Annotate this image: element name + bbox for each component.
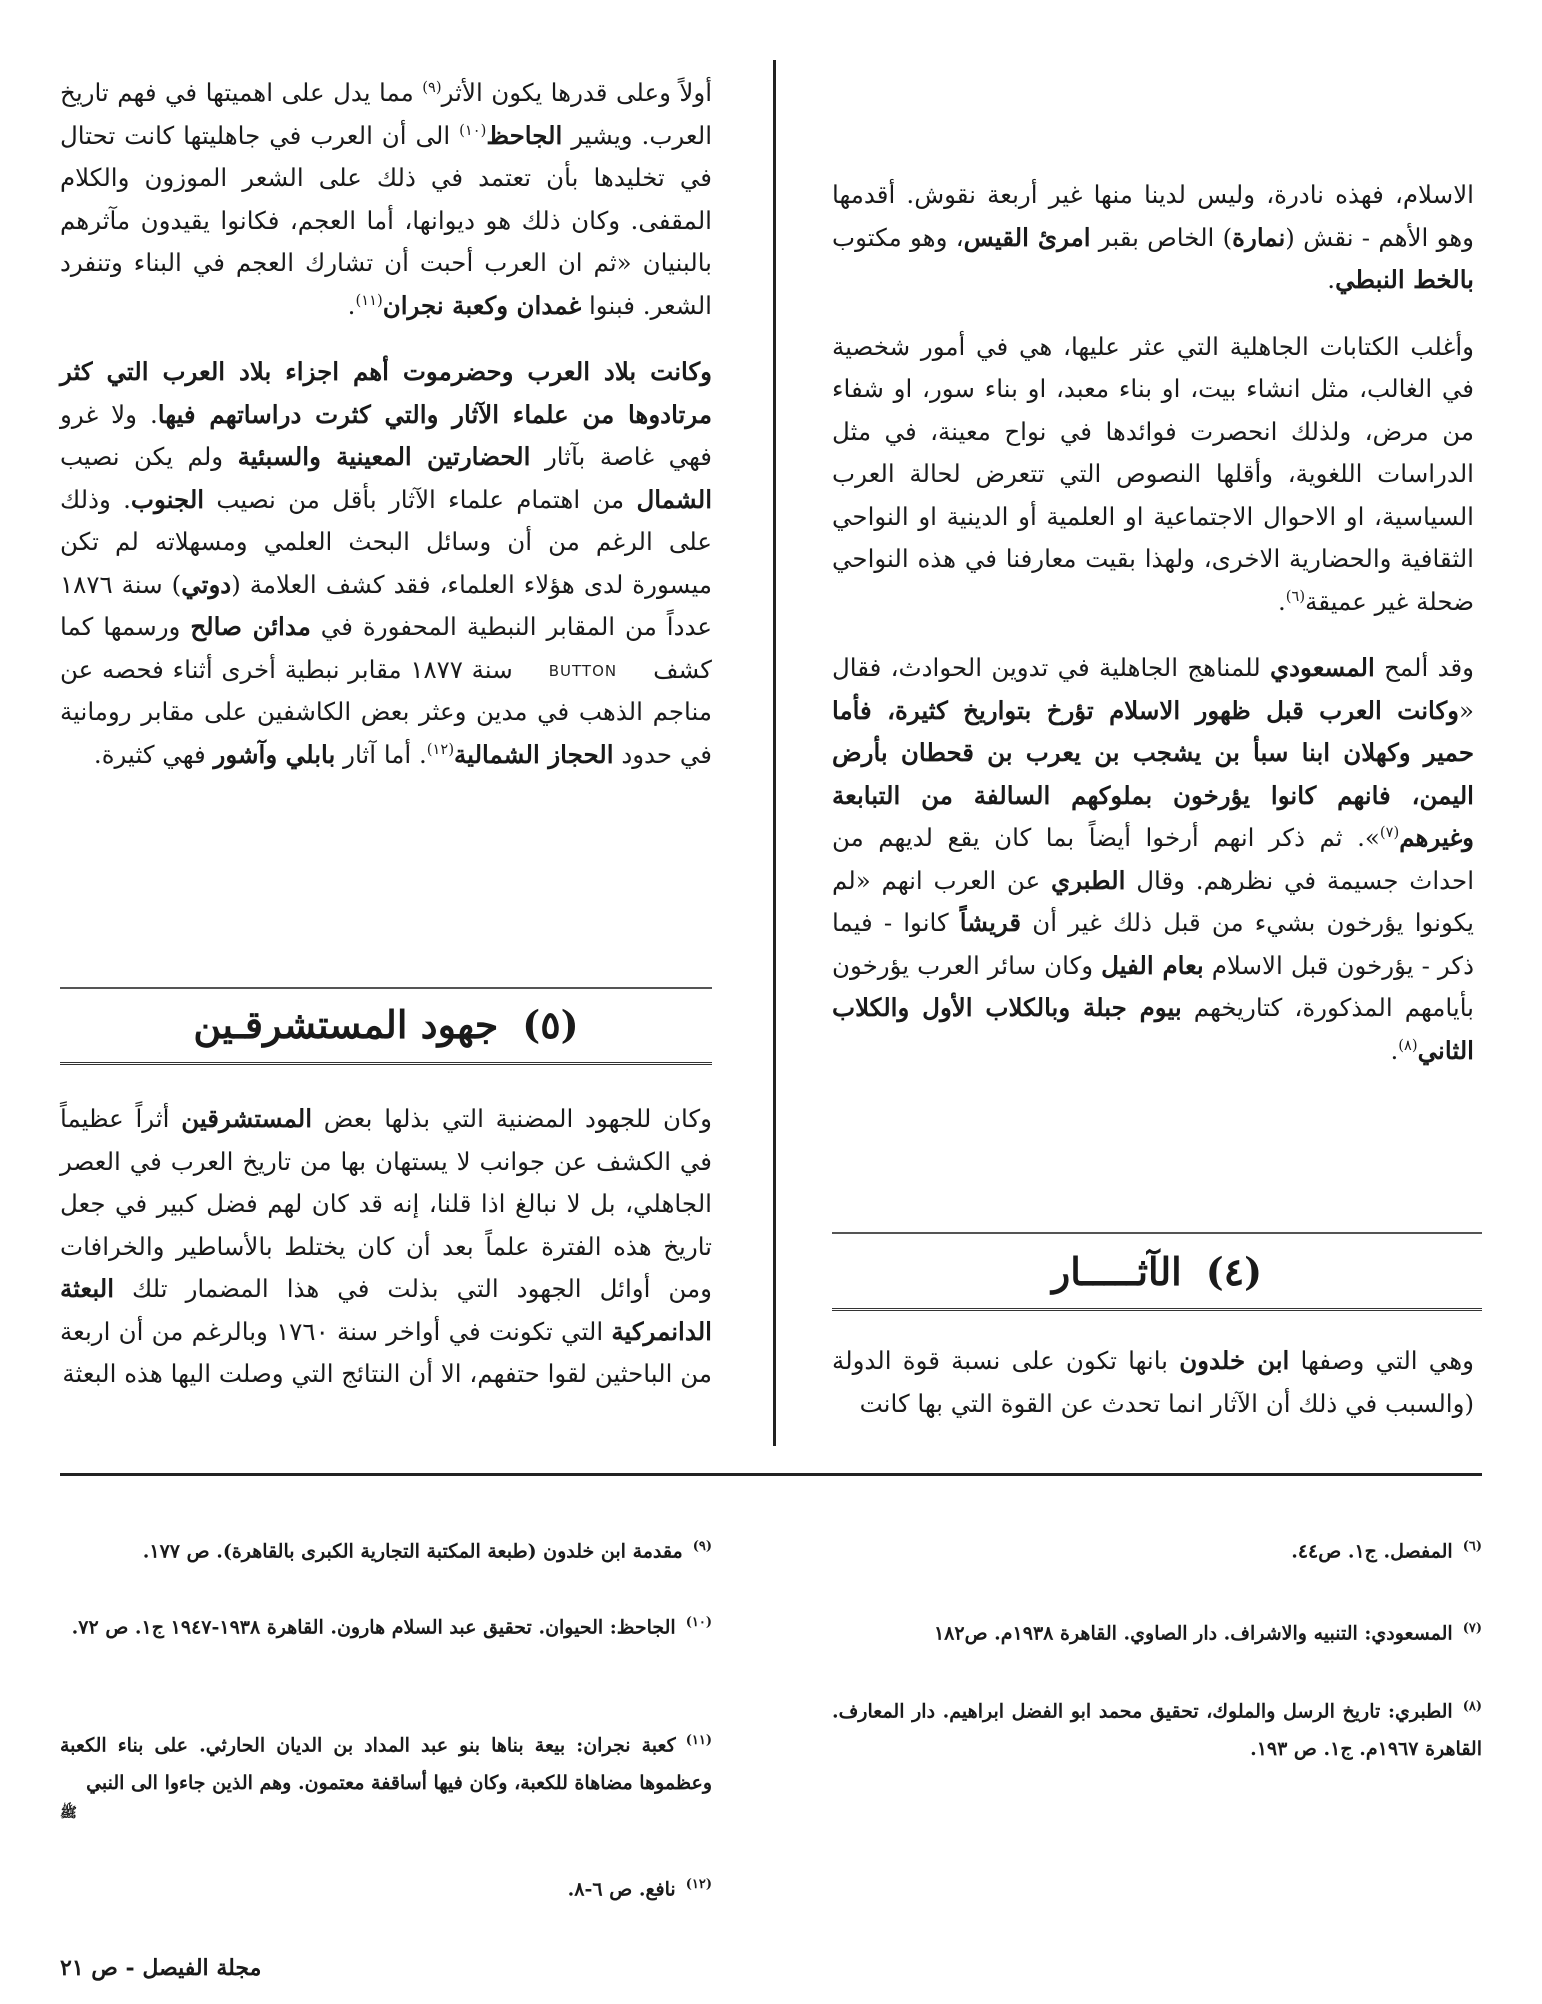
paragraph-orientalists	[60, 1098, 712, 1396]
footnote-8	[832, 1688, 1482, 1768]
section-bottom-rule	[60, 1062, 712, 1065]
bold-term: الحضارتين المعينية والسبئية	[237, 442, 531, 471]
text: للمناهج الجاهلية في تدوين الحوادث، فقال «	[832, 653, 1474, 725]
left-column-continued	[60, 1098, 712, 1396]
text: . أما آثار	[335, 739, 427, 769]
text: عن العرب انهم «لم يكونوا يؤرخون بشيء من قبل ذلك غير أن	[832, 865, 1474, 937]
footnote-text: نافع. ص ٦-٨.	[567, 1878, 676, 1901]
footnote-number: (١١)	[685, 1733, 712, 1748]
footnote-ref: (٦)	[1285, 587, 1306, 605]
paragraph-jahili-writings	[832, 326, 1474, 624]
footnote-number: (١٠)	[685, 1615, 712, 1630]
text: .	[1390, 1035, 1399, 1065]
bold-term: بالخط النبطي	[1335, 265, 1474, 294]
bold-term: المستشرقين	[181, 1104, 313, 1133]
bold-term: امرئ القيس	[963, 222, 1091, 252]
text: أولاً وعلى قدرها يكون الأثر	[441, 78, 712, 107]
paragraph-hadramawt	[60, 351, 712, 776]
text: أثراً عظيماً في الكشف عن جوانب لا يستهان بها من تاريخ العرب في العصر الجاهلي، بل لا نبالغ اذا قلنا، إنه قد كان لهم فضل كبير في جعل تاريخ هذه الفترة علماً بعد أن كان يختلط بالأساطير والخرافات ومن أوائل الجهود التي بذلت في هذا المضمار تلك	[60, 1104, 712, 1303]
paragraph-masudi	[832, 647, 1474, 1072]
footnote-text: الجاحظ: الحيوان. تحقيق عبد السلام هارون. القاهرة ١٩٣٨-١٩٤٧ ج١. ص ٧٢.	[71, 1616, 676, 1639]
text: ». ثم ذكر انهم أرخوا أيضاً بما كان يقع لديهم من احداث جسيمة في نظرهم. وقال	[832, 823, 1474, 895]
footnote-number: (٩)	[692, 1539, 712, 1554]
salutation-seal: ﷺ	[60, 1805, 77, 1822]
section-title: جهود المستشرقـين	[193, 1002, 499, 1047]
text: التي تكونت في أواخر سنة ١٧٦٠ وبالرغم من أن اربعة من الباحثين لقوا حتفهم، الا أن النتائج التي وصلت اليها هذه البعثة	[60, 1316, 712, 1388]
text: ،	[955, 222, 964, 252]
section-heading-athar	[832, 1247, 1482, 1297]
text: .	[1277, 586, 1286, 616]
bold-term: غمدان وكعبة نجران	[382, 290, 582, 320]
section-bottom-rule	[832, 1308, 1482, 1311]
bold-term: الجنوب	[130, 484, 205, 514]
footnote-ref: (٨)	[1398, 1036, 1418, 1054]
bold-term: بيوم جبلة وبالكلاب الأول والكلاب الثاني	[832, 993, 1474, 1065]
footnote-text: الطبري: تاريخ الرسل والملوك، تحقيق محمد ابو الفضل ابراهيم. دار المعارف. القاهرة ١٩٦٧م. ج١. ص ١٩٣.	[832, 1700, 1482, 1761]
bold-term: الحجاز الشمالية	[454, 739, 614, 769]
text: أقدمها وهو الأهم - نقش (	[832, 180, 1475, 252]
footnote-text: كعبة نجران: بيعة بناها بنو عبد المداد بن الديان الحارثي. على بناء الكعبة وعظموها مضاهاة للكعبة، وكان فيها أساقفة معتمون. وهم الذين جاءوا الى النبي	[60, 1734, 712, 1795]
text: .	[347, 290, 356, 320]
text: .	[1327, 265, 1336, 294]
footnote-7	[832, 1610, 1482, 1652]
footnote-ref: (٩)	[422, 78, 442, 96]
text: ولم يكن نصيب	[60, 442, 238, 471]
footnote-10	[60, 1604, 712, 1646]
right-column-continued	[832, 1340, 1474, 1425]
bold-term: الطبري	[1050, 865, 1126, 895]
bold-term: الجاحظ	[486, 120, 563, 150]
footnote-text: المسعودي: التنبيه والاشراف. دار الصاوي. القاهرة ١٩٣٨م. ص١٨٢	[933, 1622, 1453, 1645]
footnote-number: (٧)	[1462, 1621, 1482, 1636]
text: وقد ألمح	[1374, 653, 1474, 682]
bold-term: دوتي	[181, 569, 232, 599]
footnote-ref: (١٠)	[459, 121, 487, 139]
text: بانها تكون على نسبة قوة الدولة (والسبب في ذلك أن الآثار انما تحدث عن القوة التي بها كانت	[832, 1346, 1474, 1418]
bold-sentence: وكانت بلاد العرب وحضرموت أهم اجزاء بلاد العرب التي كثر مرتادوها من علماء الآثار والتي كثرت دراساتهم فيها	[60, 357, 712, 429]
text: سنة ١٨٧٧ مقابر نبطية أخرى أثناء فحصه عن مناجم الذهب في مدين وعثر بعض الكاشفين على مقابر رومانية في حدود	[60, 654, 712, 769]
footnote-text: مقدمة ابن خلدون (طبعة المكتبة التجارية الكبرى بالقاهرة). ص ١٧٧.	[142, 1540, 683, 1563]
text: ) سنة ١٨٧٦ عدداً من المقابر النبطية المحفورة في	[60, 569, 712, 641]
paragraph-ibn-khaldun	[832, 1340, 1474, 1425]
right-column	[832, 174, 1474, 1072]
footnote-text: المفصل. ج١. ص٤٤.	[1291, 1540, 1453, 1563]
footnote-12	[60, 1866, 712, 1908]
section-heading-orientalists	[60, 1000, 712, 1050]
section-top-rule	[60, 987, 712, 989]
footnotes-rule	[60, 1473, 1482, 1476]
text: . ولا غرو فهي غاصة بآثار	[60, 399, 712, 471]
section-number: (٤)	[1205, 1249, 1263, 1294]
bold-term: ابن خلدون	[1179, 1346, 1290, 1375]
section-title: الآثـــــار	[1051, 1249, 1182, 1294]
footnote-ref: (٧)	[1379, 823, 1400, 841]
text: مما يدل على اهميتها في فهم تاريخ العرب. ويشير	[60, 78, 712, 150]
text: وكان سائر العرب يؤرخون بأيامهم المذكورة، كتاريخهم	[832, 950, 1474, 1022]
text: وكان للجهود المضنية التي بذلها بعض	[312, 1104, 712, 1133]
text: الى أن العرب في جاهليتها كانت تحتال في تخليدها بأن تعتمد في ذلك على الشعر الموزون والكلام المقفى. وكان ذلك هو ديوانها، أما العجم، فكانوا يقيدون مآثرهم بالبنيان «ثم ان العرب أحبت أن تشارك العجم في البناء وتنفرد الشعر. فبنوا	[60, 120, 712, 320]
text: وأغلب الكتابات الجاهلية التي عثر عليها، هي في أمور شخصية في الغالب، مثل انشاء بيت، او بناء معبد، او بناء سور، او شفاء من مرض، ولذلك انحصرت فوائدها في نواح معينة، في مثل الدراسات اللغوية، وأقلها النصوص التي تتعرض لحالة العرب السياسية، او الاحوال الاجتماعية او العلمية أو الدينية او النواحي الثقافية والحضارية الاخرى، ولهذا بقيت معارفنا في هذه النواحي ضحلة غير عميقة	[832, 331, 1474, 616]
column-divider	[773, 60, 776, 1446]
footnote-6	[832, 1528, 1482, 1570]
footnote-ref: (١١)	[355, 291, 383, 309]
text: ورسمها كما كشف	[60, 612, 712, 684]
bold-term: نمارة	[1232, 222, 1286, 252]
bold-term: مدائن صالح	[190, 612, 311, 641]
footnote-number: (١٢)	[685, 1877, 712, 1892]
bold-term: المسعودي	[1269, 653, 1375, 682]
bold-term: البعثة الدانمركية	[60, 1274, 712, 1346]
button-placeholder[interactable]: BUTTON	[543, 662, 623, 680]
text: ) الخاص بقبر	[1090, 222, 1233, 252]
bold-quote: وكانت العرب قبل ظهور الاسلام تؤرخ بتواريخ كثيرة، فأما حمير وكهلان ابنا سبأ بن يشجب بن يعرب بن قحطان بأرض اليمن، فانهم كانوا يؤرخون بملوكهم السالفة من التبابعة وغيرهم	[832, 695, 1474, 852]
bold-term: بابلي وآشور	[213, 739, 336, 769]
left-column	[60, 72, 712, 776]
bold-term: قريشاً	[959, 908, 1022, 937]
text: . وذلك على الرغم من أن وسائل البحث العلمي ومسهلاته لم تكن ميسورة لدى هؤلاء العلماء، فقد كشف العلامة (	[60, 484, 712, 599]
section-top-rule	[832, 1232, 1482, 1234]
text: وهي التي وصفها	[1289, 1346, 1474, 1375]
bold-term: الشمال	[636, 484, 712, 514]
page-footer: مجلة الفيصل - ص ٢١	[60, 1955, 262, 1981]
section-number: (٥)	[522, 1002, 579, 1047]
paragraph-jahiz	[60, 72, 712, 327]
text: كانوا - فيما ذكر - يؤرخون قبل الاسلام	[832, 908, 1474, 980]
bold-term: بعام الفيل	[1101, 950, 1204, 980]
text: وهو مكتوب	[832, 222, 948, 252]
footnote-11	[60, 1722, 712, 1824]
footnote-9	[60, 1528, 712, 1570]
paragraph-inscriptions	[832, 174, 1474, 302]
text: فهي كثيرة.	[93, 739, 214, 769]
footnote-number: (٦)	[1462, 1539, 1482, 1554]
footnote-ref: (١٢)	[426, 740, 455, 758]
footnote-number: (٨)	[1462, 1699, 1482, 1714]
text: الاسلام، فهذه نادرة، وليس لدينا منها غير أربعة نقوش.	[906, 180, 1474, 209]
text: من اهتمام علماء الآثار بأقل من نصيب	[204, 484, 637, 514]
